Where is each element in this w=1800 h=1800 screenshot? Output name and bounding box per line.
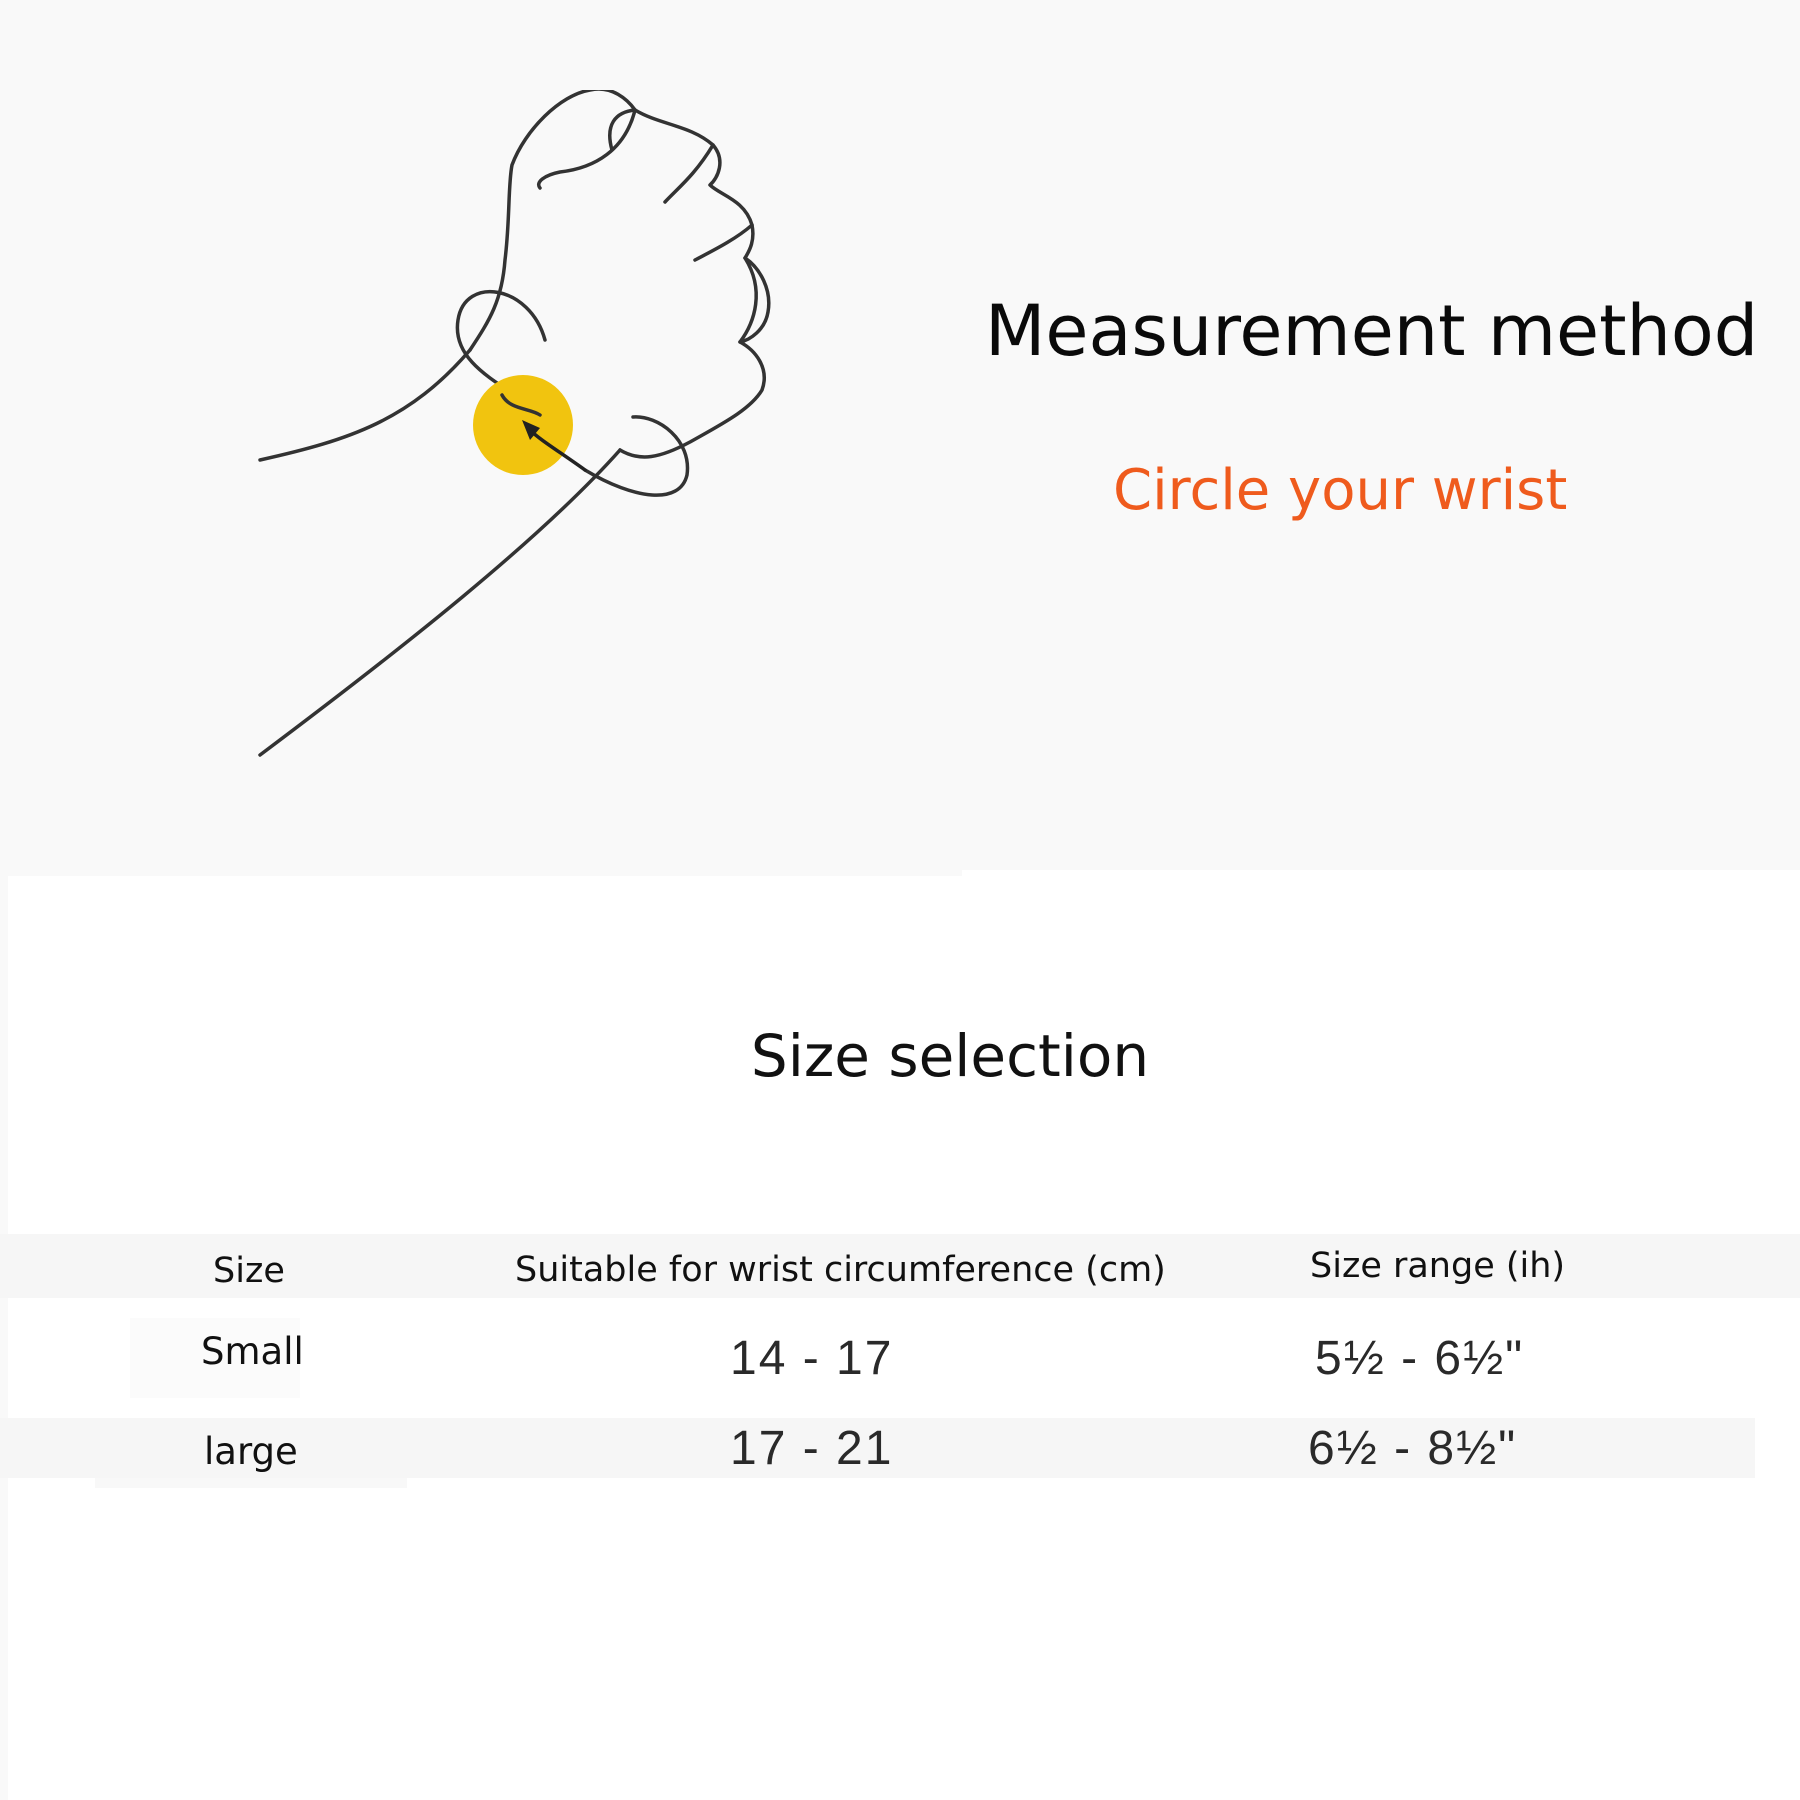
knuckle-crease-2: [695, 225, 752, 260]
table-cell-size-range: 5½ - 6½": [1315, 1332, 1525, 1385]
wrist-marker: [473, 375, 573, 475]
forearm-lower-line: [260, 450, 620, 755]
wrist-measurement-illustration: [240, 90, 840, 770]
measurement-subtitle: Circle your wrist: [1113, 458, 1568, 523]
panel-edge-left: [0, 870, 8, 1800]
measurement-title: Measurement method: [985, 290, 1759, 372]
table-cell-circumference: 17 - 21: [730, 1422, 894, 1475]
thumb-crease: [539, 110, 635, 188]
forearm-upper-line: [260, 350, 470, 460]
panel-edge: [0, 858, 962, 876]
thumb-tip: [610, 110, 635, 150]
size-selection-heading: Size selection: [750, 1022, 1150, 1090]
table-row-band: [95, 1478, 407, 1488]
table-cell-size-range: 6½ - 8½": [1308, 1422, 1518, 1475]
column-header-size: Size: [213, 1251, 285, 1291]
table-cell-circumference: 14 - 17: [730, 1332, 894, 1385]
table-cell-size: Small: [201, 1330, 304, 1373]
knuckle-crease-3: [740, 258, 756, 342]
knuckle-crease-1: [665, 145, 713, 202]
column-header-size-range: Size range (ih): [1310, 1246, 1566, 1286]
column-header-circumference: Suitable for wrist circumference (cm): [515, 1250, 1166, 1290]
table-cell-size: large: [204, 1430, 298, 1473]
